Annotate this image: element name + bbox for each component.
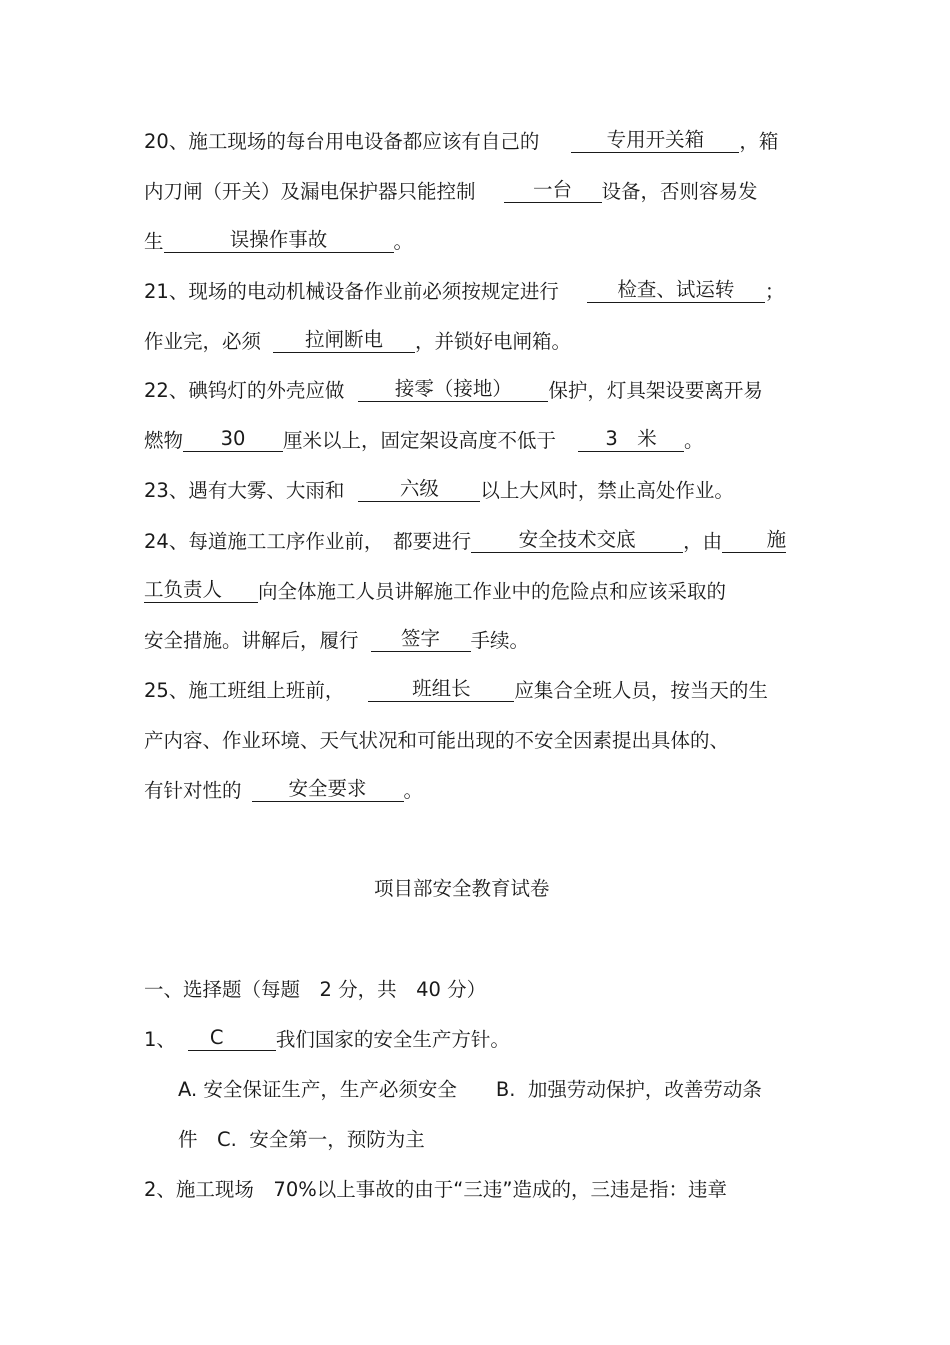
q20-text: 设备，否则容易发 — [601, 180, 758, 203]
q22-answer-1: 接零（接地） — [358, 378, 548, 402]
q23-line-1 — [144, 476, 734, 506]
q20-line-3 — [144, 227, 413, 257]
q24-text: 向全体施工人员讲解施工作业中的危险点和应该采取的 — [258, 580, 727, 603]
section-heading: 一、选择题（每题 2 分，共 40 分） — [144, 978, 487, 1001]
q22-text: 厘米以上，固定架设高度不低于 — [283, 429, 557, 452]
q25-answer-1: 班组长 — [368, 678, 514, 702]
q24-answer-2-part-2: 工负责人 — [144, 579, 258, 603]
q24-text: 手续。 — [470, 629, 530, 652]
q20-text: ，箱 — [739, 130, 779, 153]
q21-text: ； — [764, 280, 785, 303]
q23-text: 以上大风时，禁止高处作业。 — [480, 479, 734, 502]
mc1-options-line-1: A. 安全保证生产，生产必须安全 B. 加强劳动保护，改善劳动条 — [178, 1078, 762, 1101]
q20-text: 20、施工现场的每台用电设备都应该有自己的 — [144, 130, 540, 153]
q22-text: 。 — [684, 429, 704, 452]
q25-line-1 — [144, 676, 768, 706]
q24-text: ，由 — [683, 530, 723, 553]
q24-line-1 — [144, 527, 786, 557]
q22-answer-2: 30 — [183, 428, 283, 452]
mc1-line-1 — [144, 1025, 510, 1055]
q23-answer-1: 六级 — [358, 478, 480, 502]
q21-line-1 — [144, 277, 784, 307]
q21-answer-1: 检查、试运转 — [587, 279, 765, 303]
q24-answer-2-part-1: 施 — [722, 529, 786, 553]
q21-line-2 — [144, 327, 571, 357]
q20-answer-2: 一台 — [504, 179, 602, 203]
q20-answer-3: 误操作事故 — [164, 229, 394, 253]
q22-text: 22、碘钨灯的外壳应做 — [144, 379, 345, 402]
q25-answer-2: 安全要求 — [252, 778, 404, 802]
q20-line-1 — [144, 127, 778, 157]
q20-text: 生 — [144, 230, 164, 253]
mc1-answer — [188, 1027, 276, 1051]
q22-answer-3: 3 米 — [578, 428, 684, 452]
q25-line-2 — [144, 726, 729, 756]
mc1-text: 1、 — [144, 1028, 176, 1051]
mc2-line-1: 2、施工现场 70%以上事故的由于“三违”造成的，三违是指：违章 — [144, 1178, 727, 1201]
q25-line-3 — [144, 776, 423, 806]
q25-text: 。 — [403, 779, 424, 802]
q24-text: 24、每道施工工序作业前， 都要进行 — [144, 530, 472, 553]
q25-text: 25、施工班组上班前， — [144, 679, 345, 702]
q21-text: 作业完，必须 — [144, 330, 262, 353]
q22-text: 燃物 — [144, 429, 184, 452]
q22-line-1 — [144, 376, 763, 406]
q20-line-2 — [144, 177, 758, 207]
q25-text: 有针对性的 — [144, 779, 242, 802]
mc1-answer-text: C — [209, 1026, 224, 1049]
q25-text: 应集合全班人员，按当天的生 — [514, 679, 768, 702]
q20-text: 内刀闸（开关）及漏电保护器只能控制 — [144, 180, 476, 203]
q24-line-3 — [144, 626, 529, 656]
q21-text: 21、现场的电动机械设备作业前必须按规定进行 — [144, 280, 559, 303]
q24-text: 安全措施。讲解后，履行 — [144, 629, 359, 652]
q23-text: 23、遇有大雾、大雨和 — [144, 479, 345, 502]
mc1-text: 我们国家的安全生产方针。 — [275, 1028, 510, 1051]
q24-answer-3: 签字 — [371, 628, 471, 652]
q20-answer-1: 专用开关箱 — [571, 129, 739, 153]
q24-answer-1: 安全技术交底 — [471, 529, 683, 553]
q22-line-2 — [144, 426, 704, 456]
q24-line-2 — [144, 577, 726, 607]
q25-text: 产内容、作业环境、天气状况和可能出现的不安全因素提出具体的、 — [144, 729, 730, 752]
mc1-options-line-2: 件 C. 安全第一，预防为主 — [178, 1128, 425, 1151]
q21-answer-2: 拉闸断电 — [273, 329, 415, 353]
q20-text: 。 — [393, 230, 414, 253]
q22-text: 保护，灯具架设要离开易 — [548, 379, 763, 402]
exam-title: 项目部安全教育试卷 — [374, 877, 550, 900]
q21-text: ，并锁好电闸箱。 — [415, 330, 572, 353]
